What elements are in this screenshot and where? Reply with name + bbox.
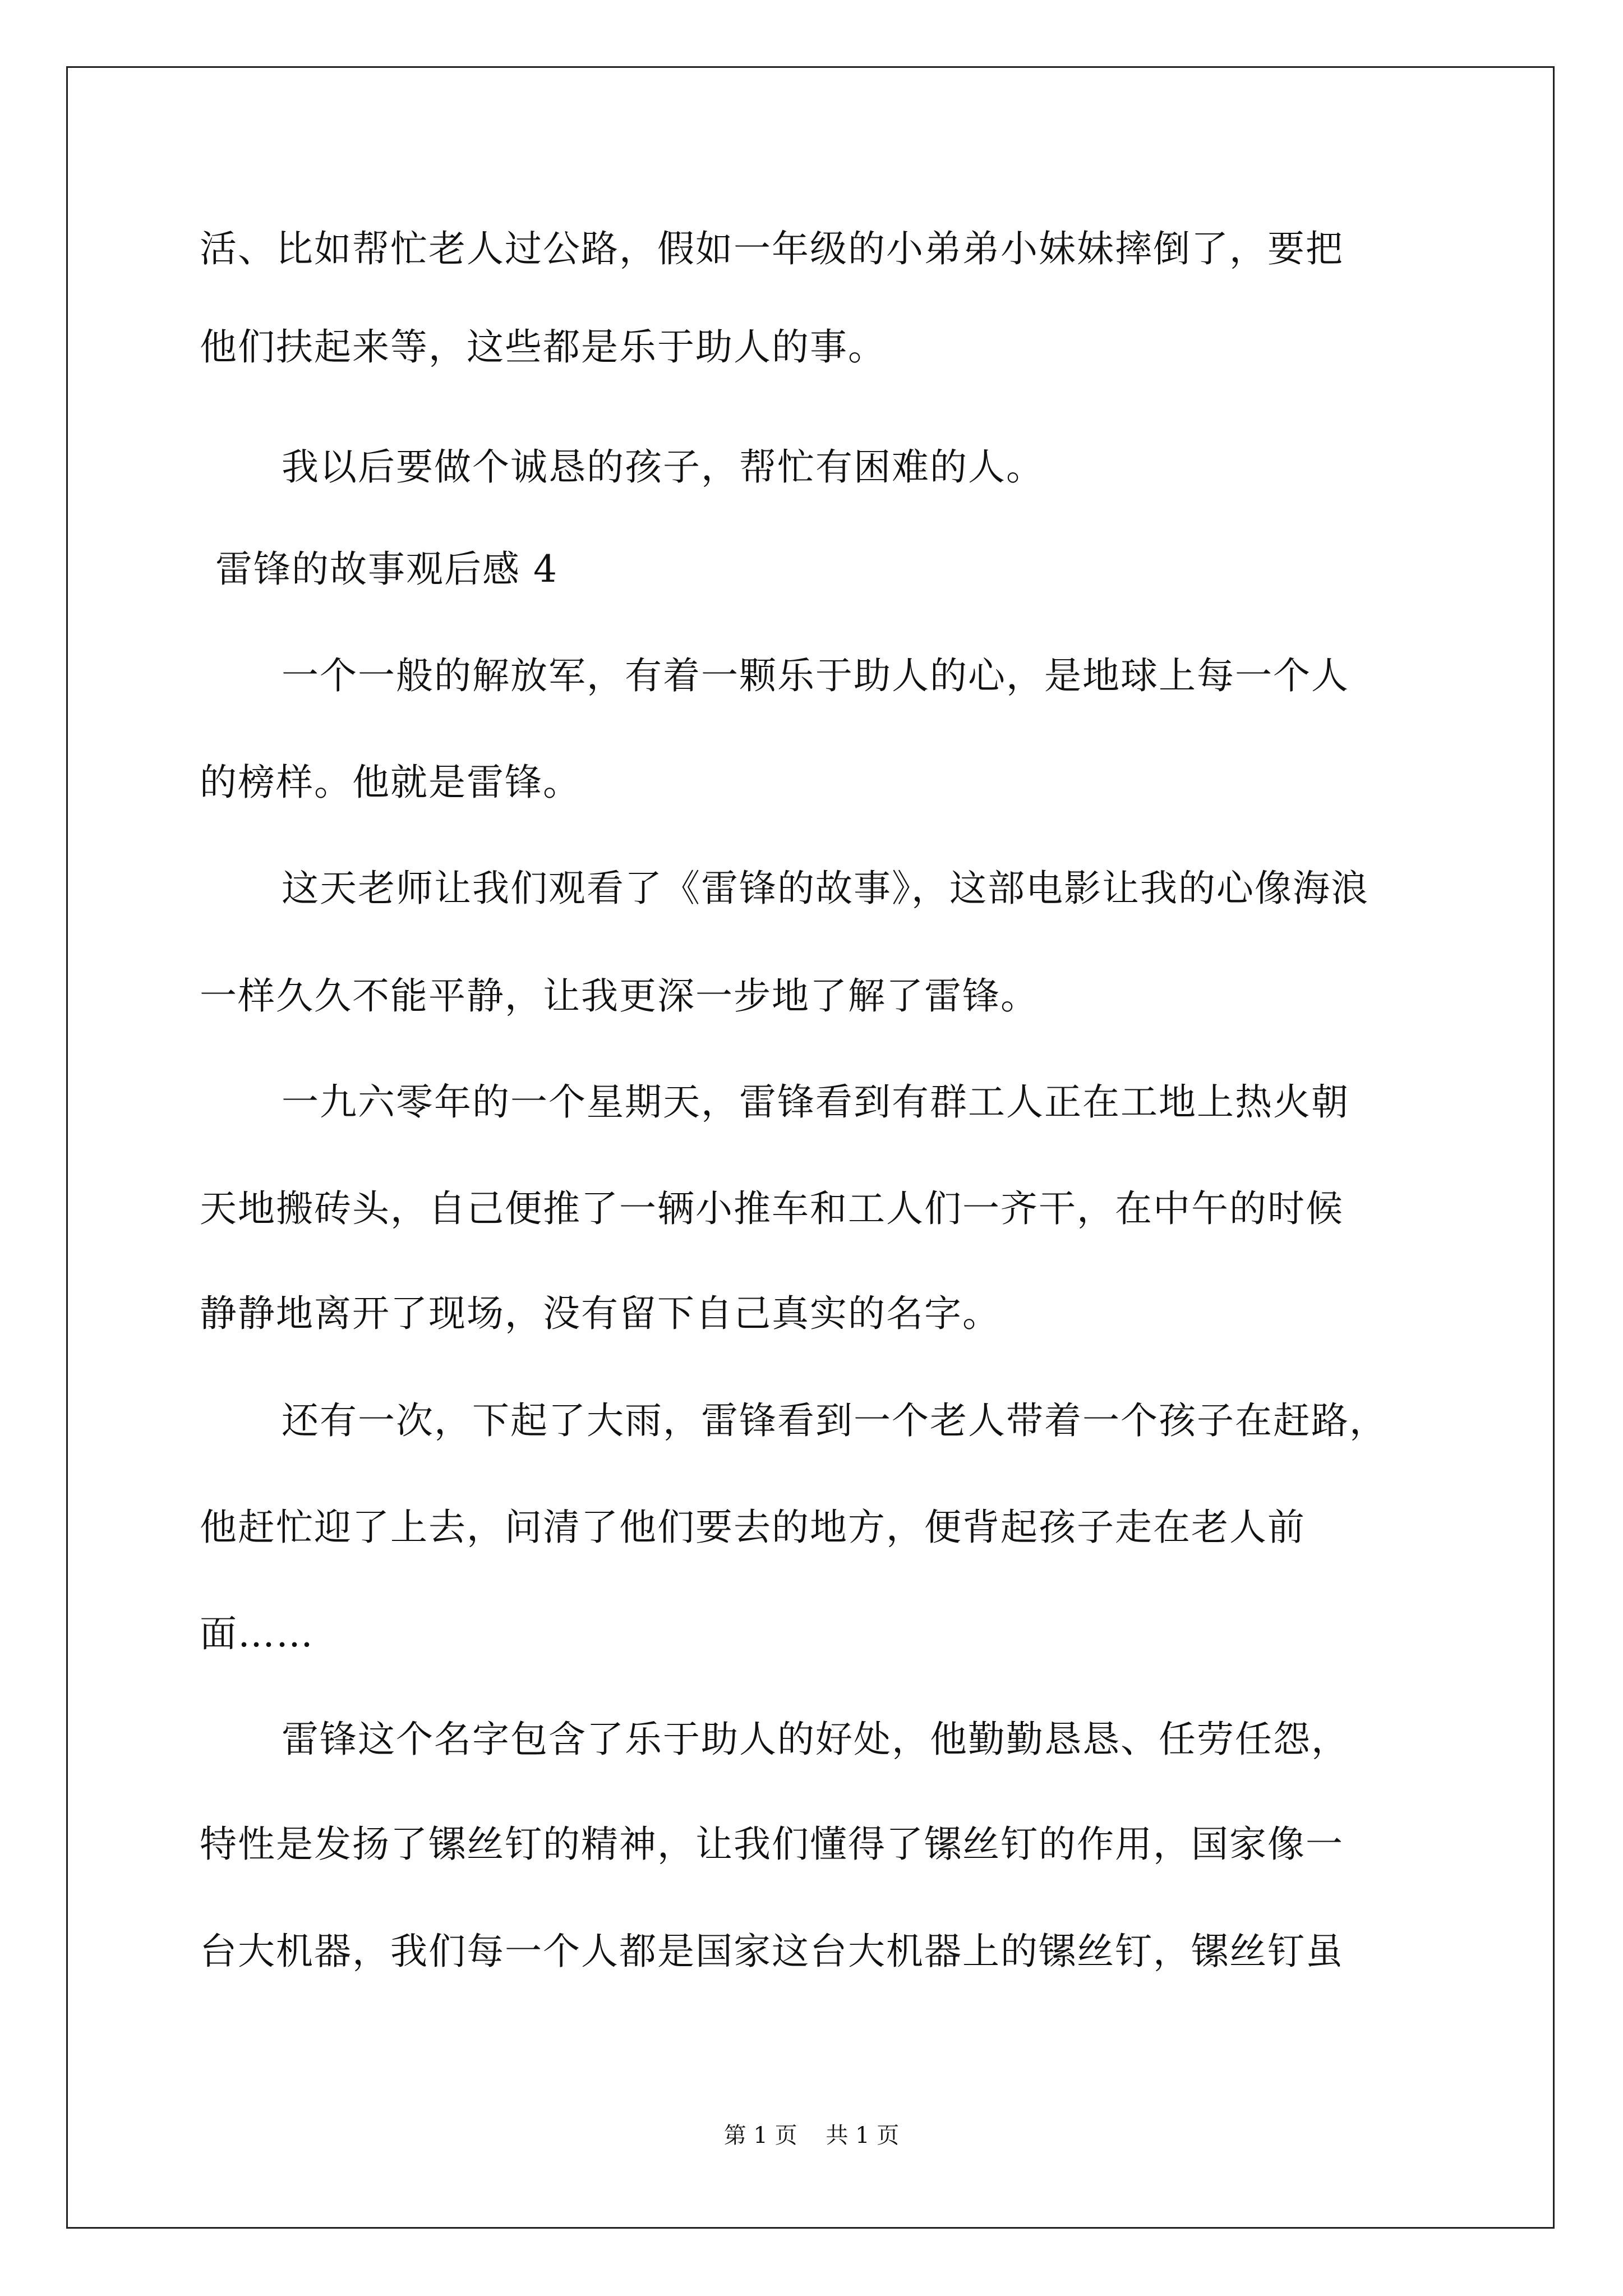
page-border xyxy=(66,66,1555,2229)
paragraph-start-line: 雷锋这个名字包含了乐于助人的好处，他勤勤恳恳、任劳任怨， xyxy=(282,1718,1349,1761)
body-text-line: 的榜样。他就是雷锋。 xyxy=(200,761,581,804)
body-text-line: 天地搬砖头，自己便推了一辆小推车和工人们一齐干，在中午的时候 xyxy=(200,1187,1344,1230)
paragraph-start-line: 这天老师让我们观看了《雷锋的故事》，这部电影让我的心像海浪 xyxy=(282,867,1369,910)
page-number-footer: 第 1 页 共 1 页 xyxy=(723,2123,900,2148)
body-text-line: 台大机器，我们每一个人都是国家这台大机器上的镙丝钉，镙丝钉虽 xyxy=(200,1930,1344,1973)
section-heading: 雷锋的故事观后感 4 xyxy=(215,547,558,591)
body-text-line: 他赶忙迎了上去，问清了他们要去的地方，便背起孩子走在老人前 xyxy=(200,1506,1306,1549)
body-text-line: 面…… xyxy=(200,1612,314,1655)
paragraph-start-line: 我以后要做个诚恳的孩子，帮忙有困难的人。 xyxy=(282,445,1044,489)
body-text-line: 他们扶起来等，这些都是乐于助人的事。 xyxy=(200,325,886,369)
paragraph-start-line: 还有一次，下起了大雨，雷锋看到一个老人带着一个孩子在赶路， xyxy=(282,1399,1387,1442)
paragraph-start-line: 一个一般的解放军，有着一颗乐于助人的心，是地球上每一个人 xyxy=(282,654,1349,697)
body-text-line: 特性是发扬了镙丝钉的精神，让我们懂得了镙丝钉的作用，国家像一 xyxy=(200,1823,1344,1866)
paragraph-start-line: 一九六零年的一个星期天，雷锋看到有群工人正在工地上热火朝 xyxy=(282,1080,1349,1124)
body-text-line: 活、比如帮忙老人过公路，假如一年级的小弟弟小妹妹摔倒了，要把 xyxy=(200,227,1344,270)
body-text-line: 一样久久不能平静，让我更深一步地了解了雷锋。 xyxy=(200,974,1039,1018)
body-text-line: 静静地离开了现场，没有留下自己真实的名字。 xyxy=(200,1292,1000,1335)
